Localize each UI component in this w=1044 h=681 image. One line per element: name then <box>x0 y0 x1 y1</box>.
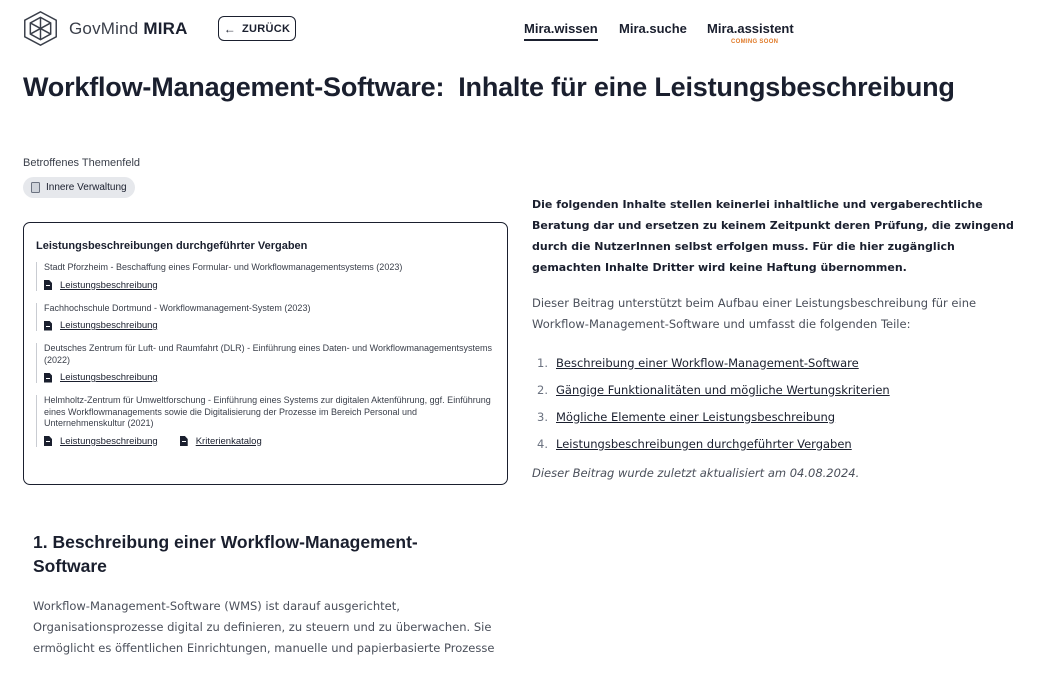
entry-name: Helmholtz-Zentrum für Umweltforschung - Einführung eines Systems zur digitalen Aktenführung, ggf. Einführung eines Workflowmanagements sowie die Digitalisierung der Prozesse im Bereich Personal und Unternehmenskultur (2021) <box>44 395 491 428</box>
list-item <box>36 343 495 383</box>
back-button[interactable] <box>218 16 296 41</box>
list-item <box>36 395 495 447</box>
list-item <box>36 303 495 332</box>
page-title-part1: Workflow-Management-Software: <box>23 72 445 102</box>
toc-item <box>537 403 890 430</box>
back-button-label: ZURÜCK <box>242 22 291 35</box>
toc-item <box>537 430 890 457</box>
document-link[interactable] <box>44 320 158 331</box>
entry-name: Deutsches Zentrum für Luft- und Raumfahrt (DLR) - Einführung eines Daten- und Workflowmanagementsystems (2022) <box>44 343 493 365</box>
vergaben-card <box>23 222 508 485</box>
nav-mira-assistent[interactable] <box>707 21 794 45</box>
page-title <box>23 72 955 103</box>
document-link[interactable] <box>44 436 158 447</box>
toc-link[interactable]: Beschreibung einer Workflow-Management-Software <box>556 355 859 370</box>
page-title-part2: Inhalte für eine Leistungsbeschreibung <box>458 72 955 102</box>
brand-name: GovMind MIRA <box>69 18 188 38</box>
nav-mira-wissen[interactable]: Mira.wissen <box>524 21 598 41</box>
criteria-link-label: Kriterienkatalog <box>195 435 262 447</box>
document-link[interactable] <box>44 372 158 383</box>
topic-chip[interactable] <box>23 177 135 198</box>
toc-link[interactable]: Leistungsbeschreibungen durchgeführter Vergaben <box>556 436 852 451</box>
header <box>0 0 1044 62</box>
brand-logo[interactable] <box>22 10 188 47</box>
toc-number: 4. <box>537 436 548 451</box>
document-icon <box>44 280 52 290</box>
nav-mira-assistent-label: Mira.assistent <box>707 21 794 36</box>
section-text: Workflow-Management-Software (WMS) ist darauf ausgerichtet, Organisationsprozesse digital zu definieren, zu steuern und zu überwachen. Sie ermöglicht es öffentlichen Einrichtungen, manuelle und papierbasierte Prozesse <box>33 599 495 655</box>
document-link-label: Leistungsbeschreibung <box>60 435 158 447</box>
card-title: Leistungsbeschreibungen durchgeführter Vergaben <box>36 240 308 252</box>
document-link-label: Leistungsbeschreibung <box>60 372 158 383</box>
toc-item <box>537 376 890 403</box>
document-link-label: Leistungsbeschreibung <box>60 279 158 291</box>
toc-number: 2. <box>537 382 548 397</box>
document-icon <box>44 321 52 331</box>
list-item <box>36 262 495 291</box>
table-of-contents <box>537 349 890 457</box>
entry-name: Stadt Pforzheim - Beschaffung eines Formular- und Workflowmanagementsystems (2023) <box>44 262 403 272</box>
toc-link[interactable]: Mögliche Elemente einer Leistungsbeschreibung <box>556 409 836 424</box>
document-link-label: Leistungsbeschreibung <box>60 320 158 331</box>
document-link[interactable] <box>44 280 158 291</box>
disclaimer-text: Die folgenden Inhalte stellen keinerlei inhaltliche und vergaberechtliche Beratung dar und ersetzen zu keinem Zeitpunkt deren Prüfung, die zwingend durch die NutzerInnen selbst erfolgen muss. Für die hier zugänglich gemachten Inhalte Dritter wird keine Haftung übernommen. <box>532 198 1014 274</box>
toc-item <box>537 349 890 376</box>
criteria-link[interactable] <box>180 436 262 447</box>
section-heading: 1. Beschreibung einer Workflow-Management-Software <box>33 532 418 576</box>
intro-text: Dieser Beitrag unterstützt beim Aufbau einer Leistungsbeschreibung für eine Workflow-Management-Software und umfasst die folgenden Teile: <box>532 296 977 331</box>
arrow-left-icon: ← <box>223 21 237 36</box>
nav-mira-suche[interactable]: Mira.suche <box>619 21 687 36</box>
govmind-logo-icon <box>22 10 59 47</box>
tablet-icon <box>31 182 40 193</box>
last-updated-text: Dieser Beitrag wurde zuletzt aktualisiert am 04.08.2024. <box>532 466 860 480</box>
document-icon <box>180 436 188 446</box>
toc-link[interactable]: Gängige Funktionalitäten und mögliche Wertungskriterien <box>556 382 890 397</box>
document-icon <box>44 436 52 446</box>
entry-name: Fachhochschule Dortmund - Workflowmanagement-System (2023) <box>44 302 311 313</box>
document-icon <box>44 373 52 383</box>
coming-soon-badge: COMING SOON <box>731 39 779 45</box>
toc-number: 3. <box>537 409 548 424</box>
topic-label: Betroffenes Themenfeld <box>23 157 141 169</box>
toc-number: 1. <box>537 355 548 370</box>
topic-chip-label: Innere Verwaltung <box>46 182 127 193</box>
